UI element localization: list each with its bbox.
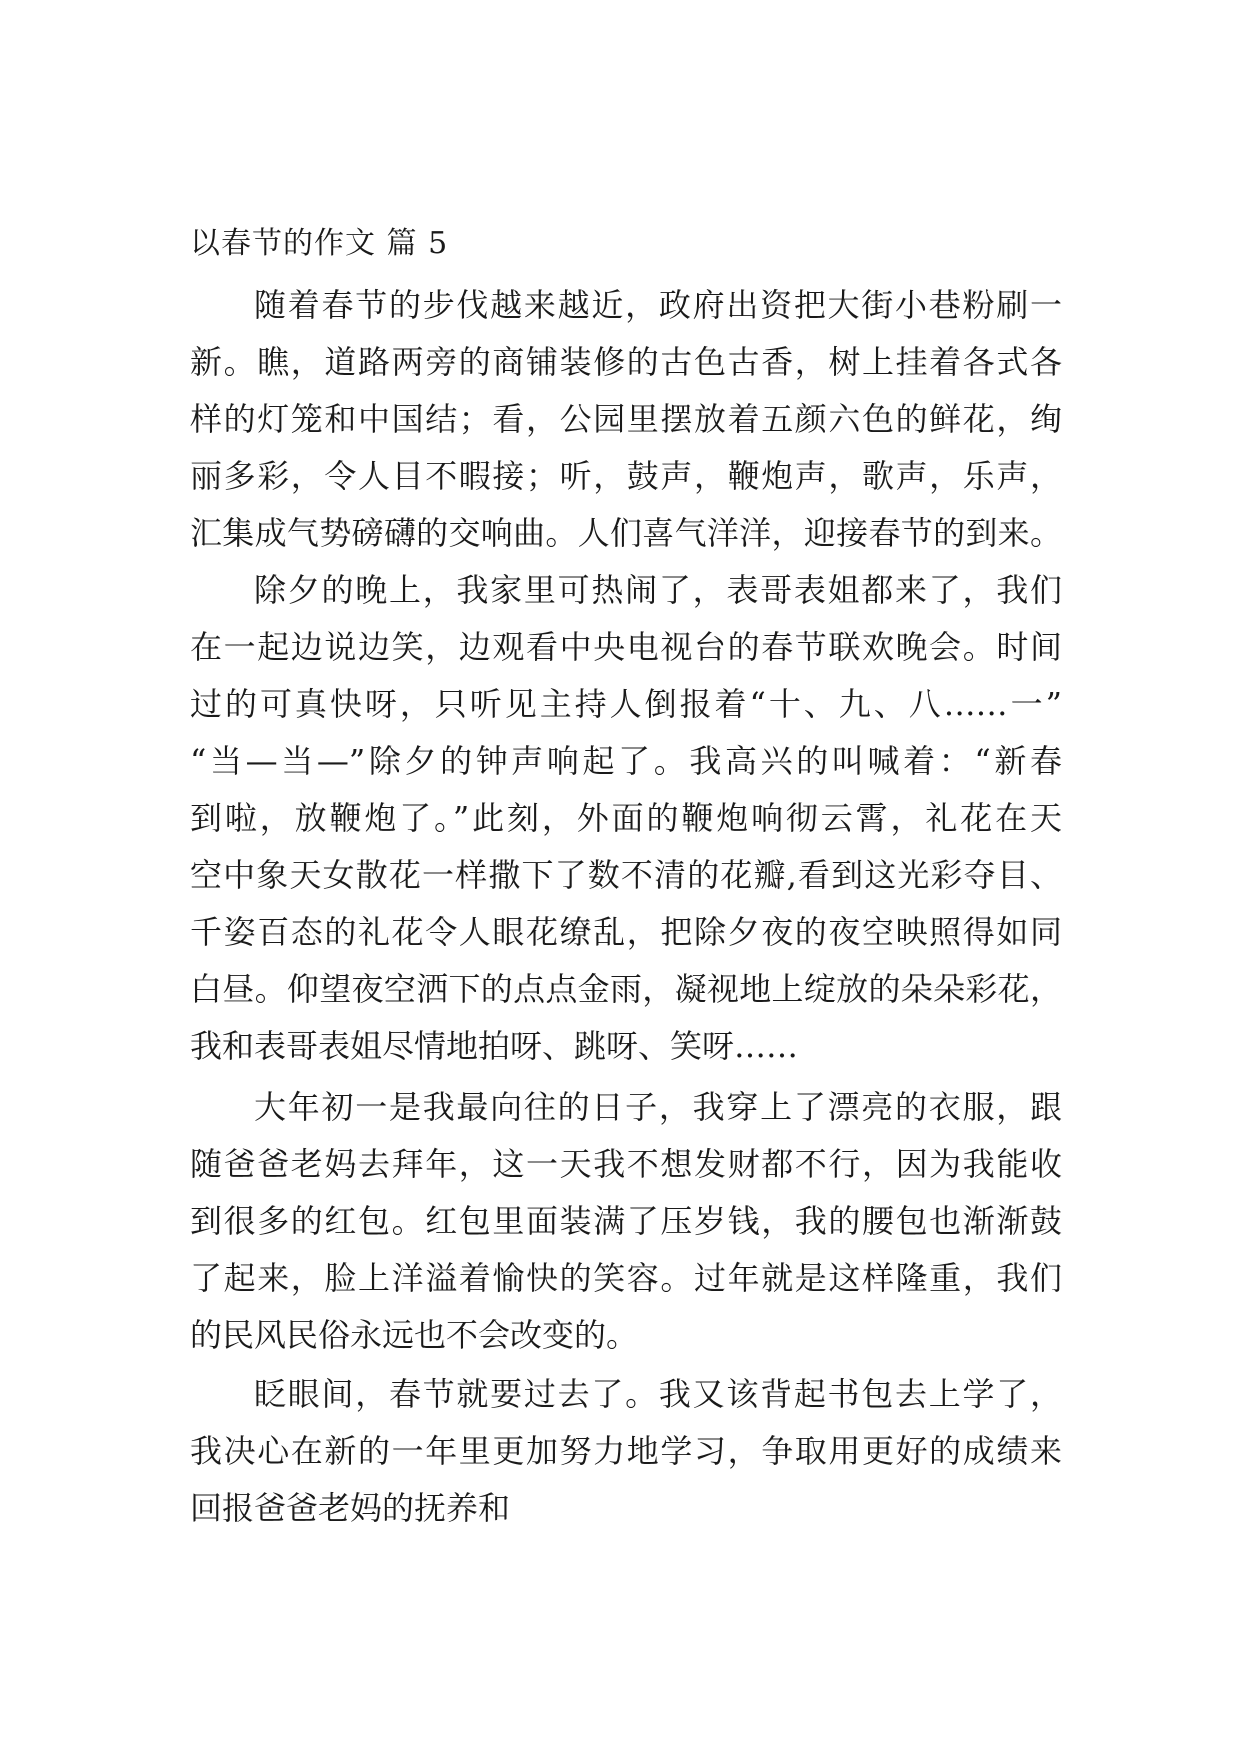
paragraph-3-line-5: 的民风民俗永远也不会改变的。 xyxy=(190,1316,639,1354)
paragraph-2-line-6: 空中象天女散花一样撒下了数不清的花瓣,看到这光彩夺目、 xyxy=(190,856,1062,894)
paragraph-2-line-3: 过的可真快呀，只听见主持人倒报着“十、九、八……一” xyxy=(190,685,1062,723)
paragraph-2-line-4: “当—当—”除夕的钟声响起了。我高兴的叫喊着：“新春 xyxy=(190,742,1062,780)
paragraph-3-line-4: 了起来，脸上洋溢着愉快的笑容。过年就是这样隆重，我们 xyxy=(190,1259,1062,1297)
paragraph-3-line-3: 到很多的红包。红包里面装满了压岁钱，我的腰包也渐渐鼓 xyxy=(190,1202,1062,1240)
paragraph-2-line-9: 我和表哥表姐尽情地拍呀、跳呀、笑呀…… xyxy=(190,1027,799,1065)
paragraph-4-line-3: 回报爸爸老妈的抚养和 xyxy=(190,1489,511,1527)
paragraph-2-line-2: 在一起边说边笑，边观看中央电视台的春节联欢晚会。时间 xyxy=(190,628,1062,666)
paragraph-1-line-3: 样的灯笼和中国结；看，公园里摆放着五颜六色的鲜花，绚 xyxy=(190,400,1062,438)
paragraph-2-line-5: 到啦，放鞭炮了。”此刻，外面的鞭炮响彻云霄，礼花在天 xyxy=(190,799,1062,837)
paragraph-2-line-1: 除夕的晚上，我家里可热闹了，表哥表姐都来了，我们 xyxy=(254,571,1062,609)
paragraph-3-line-2: 随爸爸老妈去拜年，这一天我不想发财都不行，因为我能收 xyxy=(190,1145,1062,1183)
paragraph-2-line-7: 千姿百态的礼花令人眼花缭乱，把除夕夜的夜空映照得如同 xyxy=(190,913,1062,951)
paragraph-4-line-2: 我决心在新的一年里更加努力地学习，争取用更好的成绩来 xyxy=(190,1432,1062,1470)
paragraph-3-line-1: 大年初一是我最向往的日子，我穿上了漂亮的衣服，跟 xyxy=(254,1088,1062,1126)
paragraph-2-line-8: 白昼。仰望夜空洒下的点点金雨，凝视地上绽放的朵朵彩花， xyxy=(190,970,1062,1008)
paragraph-1-line-2: 新。瞧，道路两旁的商铺装修的古色古香，树上挂着各式各 xyxy=(190,343,1062,381)
document-title: 以春节的作文 篇 5 xyxy=(190,226,449,261)
paragraph-1-line-4: 丽多彩，令人目不暇接；听，鼓声，鞭炮声，歌声，乐声， xyxy=(190,457,1062,495)
paragraph-4-line-1: 眨眼间，春节就要过去了。我又该背起书包去上学了， xyxy=(254,1375,1062,1413)
paragraph-1-line-5: 汇集成气势磅礴的交响曲。人们喜气洋洋，迎接春节的到来。 xyxy=(190,514,1062,552)
paragraph-1-line-1: 随着春节的步伐越来越近，政府出资把大街小巷粉刷一 xyxy=(254,286,1062,324)
